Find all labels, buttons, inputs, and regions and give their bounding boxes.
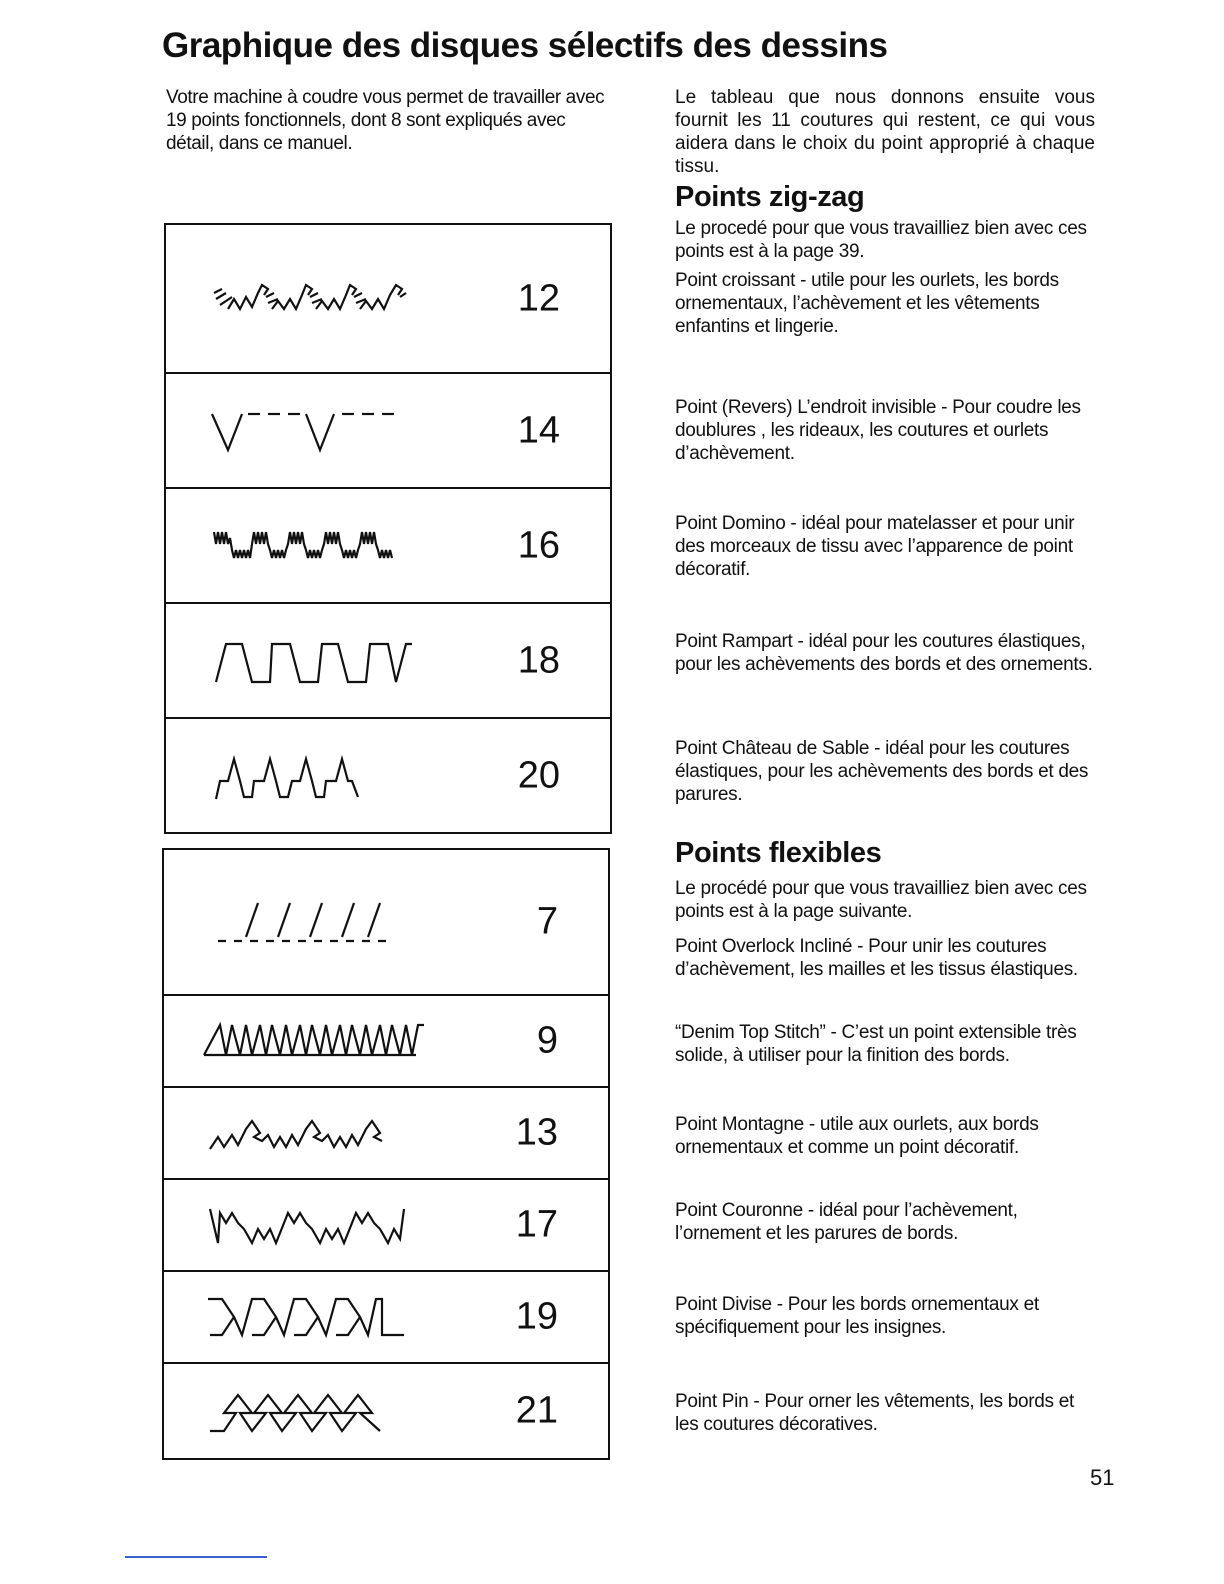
stitch-description: Point croissant - utile pour les ourlets, les bords ornementaux, l’achèvement et les vêtements enfantins et lingerie.: [675, 270, 1059, 337]
stitch-description: Point Montagne - utile aux ourlets, aux bords ornementaux et comme un point décoratif.: [675, 1114, 1039, 1158]
stitch-description: “Denim Top Stitch” - C’est un point extensible très solide, à utiliser pour la finition des bords.: [675, 1022, 1077, 1066]
sandcastle-stitch-icon: [206, 751, 406, 801]
domino-stitch-icon: [206, 524, 416, 568]
stitch-row: [164, 1180, 608, 1272]
stitch-row: [166, 719, 610, 832]
stitch-description: Point Overlock Incliné - Pour unir les coutures d’achèvement, les mailles et les tissus élastiques.: [675, 936, 1078, 980]
stitch-row: [164, 1272, 608, 1364]
stitch-row: [164, 996, 608, 1088]
stitch-number: 20: [517, 754, 560, 796]
stitch-description: Point Château de Sable - idéal pour les coutures élastiques, pour les achèvements des bords et des parures.: [675, 738, 1089, 805]
pin-stitch-icon: [204, 1389, 414, 1433]
denim-stitch-icon: [204, 1021, 434, 1061]
stitch-number: 14: [517, 409, 560, 451]
mountain-stitch-icon: [204, 1113, 414, 1153]
flexible-stitch-table: [162, 848, 610, 1460]
stitch-description: Point Couronne - idéal pour l’achèvement, l’ornement et les parures de bords.: [675, 1200, 1018, 1244]
stitch-number: 18: [517, 639, 560, 681]
zigzag-heading: Points zig-zag: [675, 181, 865, 213]
slant-overlock-stitch-icon: [204, 897, 404, 947]
stitch-description: Point Divise - Pour les bords ornementaux et spécifiquement pour les insignes.: [675, 1294, 1039, 1338]
stitch-number: 16: [517, 524, 560, 566]
stitch-number: 13: [515, 1111, 558, 1154]
intro-right-text: Le tableau que nous donnons ensuite vous fournit les 11 coutures qui restent, ce qui vous aidera dans le choix du point approprié à chaque tissu.: [675, 87, 1095, 177]
zigzag-stitch-table: [164, 223, 612, 834]
blind-hem-stitch-icon: [206, 406, 406, 456]
croissant-stitch-icon: [206, 279, 416, 319]
page-title: Graphique des disques sélectifs des dessins: [162, 26, 888, 65]
stitch-description: Point Pin - Pour orner les vêtements, les bords et les coutures décoratives.: [675, 1391, 1074, 1435]
page-number: 51: [1090, 1465, 1115, 1490]
stitch-row: [166, 489, 610, 604]
stitch-row: [166, 225, 610, 374]
stitch-number: 19: [515, 1295, 558, 1338]
flexible-intro: Le procédé pour que vous travailliez bien avec ces points est à la page suivante.: [675, 878, 1087, 922]
stitch-row: [164, 850, 608, 996]
flexible-heading: Points flexibles: [675, 837, 882, 869]
rampart-stitch-icon: [206, 636, 416, 686]
footer-rule: [125, 1556, 267, 1558]
stitch-number: 12: [517, 277, 560, 319]
stitch-row: [164, 1088, 608, 1180]
stitch-row: [166, 374, 610, 489]
stitch-description: Point Rampart - idéal pour les coutures élastiques, pour les achèvements des bords et des ornements.: [675, 631, 1093, 675]
stitch-row: [166, 604, 610, 719]
stitch-row: [164, 1364, 608, 1458]
divise-stitch-icon: [204, 1295, 414, 1339]
stitch-description: Point (Revers) L’endroit invisible - Pour coudre les doublures , les rideaux, les coutures et ourlets d’achèvement.: [675, 397, 1081, 464]
stitch-number: 21: [515, 1389, 558, 1432]
stitch-number: 9: [536, 1019, 558, 1062]
stitch-number: 7: [536, 900, 558, 943]
stitch-description: Point Domino - idéal pour matelasser et pour unir des morceaux de tissu avec l’apparence de point décoratif.: [675, 513, 1075, 580]
crown-stitch-icon: [204, 1203, 414, 1247]
zigzag-intro: Le procedé pour que vous travailliez bien avec ces points est à la page 39.: [675, 218, 1087, 262]
stitch-number: 17: [515, 1203, 558, 1246]
intro-left-text: Votre machine à coudre vous permet de travailler avec 19 points fonctionnels, dont 8 sont expliqués avec détail, dans ce manuel.: [166, 87, 605, 154]
